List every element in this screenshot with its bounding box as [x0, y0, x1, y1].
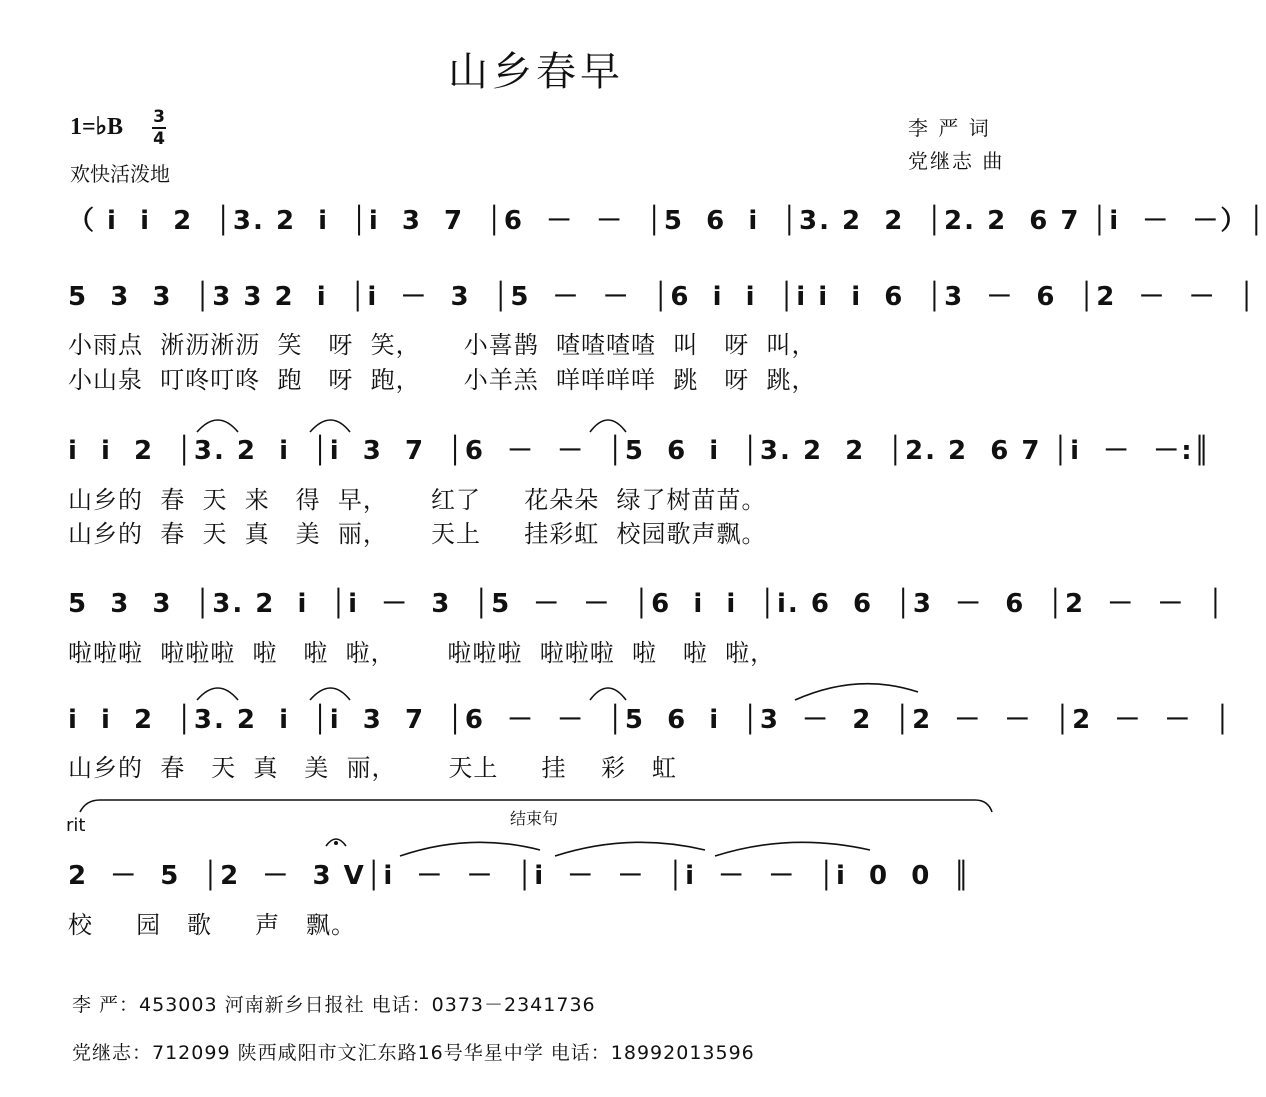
slur-mark — [590, 688, 626, 700]
key-signature: 1=♭B — [70, 114, 124, 140]
tie-mark — [715, 842, 870, 856]
time-sig-bottom: 4 — [153, 129, 165, 149]
slur-mark — [197, 420, 238, 432]
ending-label: 结束句 — [510, 809, 559, 828]
lyricist-credit: 李 严 词 — [908, 116, 991, 140]
phrase-bracket — [80, 800, 992, 812]
lyric-row-ending: 校 园 歌 声 飘。 — [68, 911, 357, 939]
tie-mark — [795, 684, 918, 700]
tie-mark — [400, 842, 540, 856]
notation-row-2: i i 2 │3. 2 i │i 3 7 │6 － － │5 6 i │3. 2 2 │2. 2 6 7 │i － －:║ — [68, 436, 1212, 466]
time-sig-top: 3 — [153, 107, 165, 127]
notation-row-4: i i 2 │3. 2 i │i 3 7 │6 － － │5 6 i │3 － 2 │2 － － │2 － － │ — [68, 705, 1233, 735]
lyric-row-2-verse-2: 山乡的 春 天 真 美 丽， 天上 挂彩虹 校园歌声飘。 — [68, 520, 767, 548]
slur-mark — [197, 688, 238, 700]
lyric-row-2-verse-1: 山乡的 春 天 来 得 早， 红了 花朵朵 绿了树苗苗。 — [68, 486, 767, 514]
slur-mark — [310, 688, 350, 700]
composer-credit: 党继志 曲 — [908, 149, 1005, 173]
lyric-row-4: 山乡的 春 天 真 美 丽， 天上 挂 彩 虹 — [68, 754, 677, 782]
footer-contact-composer: 党继志：712099 陕西咸阳市文汇东路16号华星中学 电话：18992013596 — [72, 1042, 755, 1064]
slur-mark — [310, 420, 350, 432]
slur-mark — [590, 420, 626, 432]
lyric-row-3: 啦啦啦 啦啦啦 啦 啦 啦， 啦啦啦 啦啦啦 啦 啦 啦， — [68, 639, 776, 667]
footer-contact-lyricist: 李 严：453003 河南新乡日报社 电话：0373－2341736 — [72, 994, 596, 1016]
notation-row-3: 5 3 3 │3. 2 i │i － 3 │5 － － │6 i i │i. 6 6 │3 － 6 │2 － － │ — [68, 589, 1226, 619]
lyric-row-1-verse-2: 小山泉 叮咚叮咚 跑 呀 跑， 小羊羔 咩咩咩咩 跳 呀 跳， — [68, 366, 817, 394]
rit-marking: rit — [66, 815, 86, 836]
tempo-marking: 欢快活泼地 — [70, 162, 170, 186]
tie-mark — [555, 842, 705, 856]
page-title: 山乡春早 — [448, 49, 624, 95]
lyric-row-1-verse-1: 小雨点 淅沥淅沥 笑 呀 笑， 小喜鹊 喳喳喳喳 叫 呀 叫， — [68, 331, 817, 359]
notation-row-ending: 2 － 5 │2 － 3 V│i － － │i － － │i － － │i 0 0 ║ — [68, 861, 972, 891]
notation-row-intro: （ i i 2 │3. 2 i │i 3 7 │6 － － │5 6 i │3. 2 2 │2. 2 6 7 │i － －）│ — [68, 206, 1266, 236]
notation-row-1: 5 3 3 │3 3 2 i │i － 3 │5 － － │6 i i │i i i 6 │3 － 6 │2 － － │ — [68, 282, 1257, 312]
